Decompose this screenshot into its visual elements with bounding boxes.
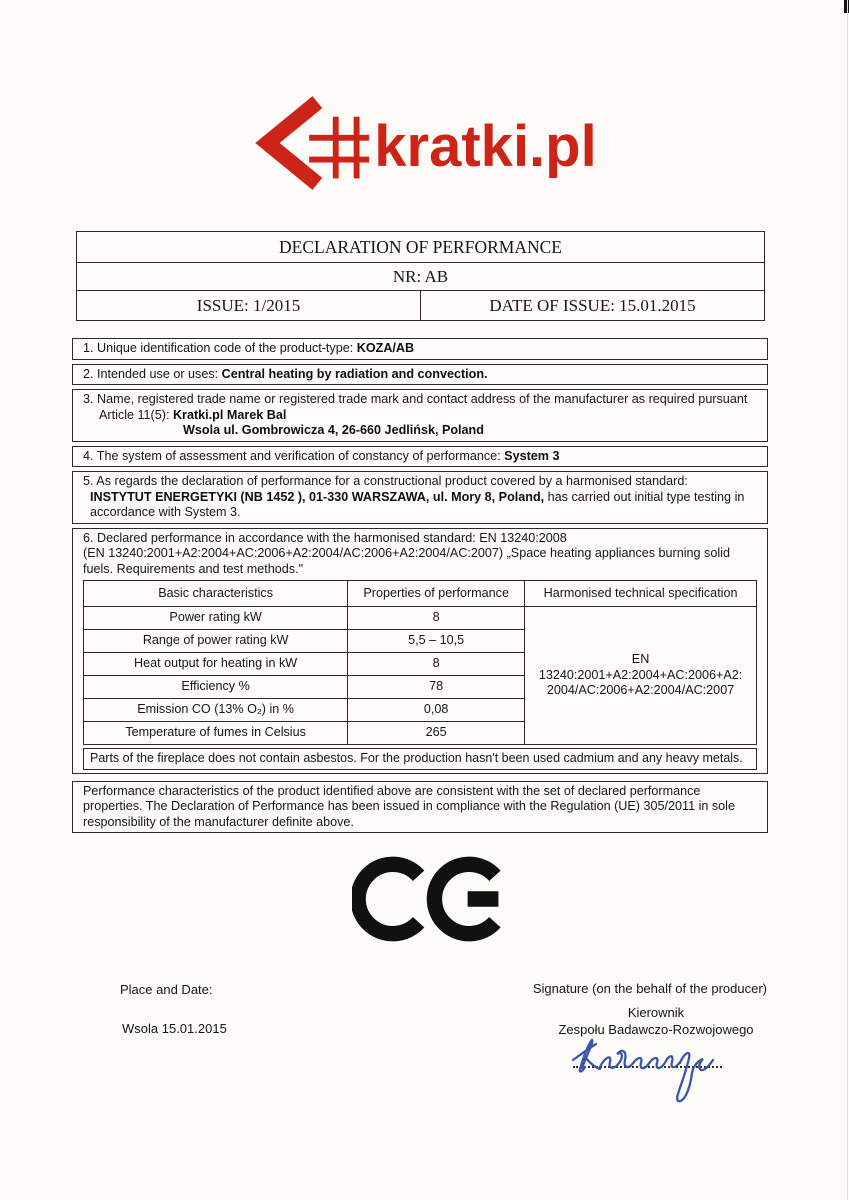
row-label: Range of power rating kW — [84, 630, 348, 653]
row-value: 78 — [348, 676, 525, 699]
row-value: 8 — [348, 607, 525, 630]
clause-1-value: KOZA/AB — [356, 341, 415, 355]
clause-5-line1: 5. As regards the declaration of performance for a constructional product covered by a harmonised standard: — [83, 474, 688, 488]
kratki-logo — [0, 96, 849, 190]
row-value: 265 — [348, 722, 525, 745]
clause-5-institute: INSTYTUT ENERGETYKI (NB 1452 ), 01-330 WARSZAWA, ul. Mory 8, Poland, — [90, 489, 545, 504]
header-harmonised-spec: Harmonised technical specification — [525, 581, 757, 607]
document-number: NR: AB — [77, 263, 765, 291]
clause-1-product-type — [72, 338, 768, 360]
clause-3-manufacturer-address: Wsola ul. Gombrowicza 4, 26-660 Jedlińsk, Poland — [183, 423, 484, 437]
row-label: Efficiency % — [84, 676, 348, 699]
clause-3-manufacturer-name: Kratki.pl Marek Bal — [172, 407, 287, 422]
clause-6-declared-performance — [72, 528, 768, 774]
place-and-date-label: Place and Date: — [120, 982, 213, 997]
clause-5-rest: has carried out initial type testing in accordance with System 3. — [90, 489, 745, 519]
ce-marking-icon — [352, 843, 510, 960]
clause-6-line1: 6. Declared performance in accordance with the harmonised standard: EN 13240:2008 — [83, 530, 567, 545]
row-label: Temperature of fumes in Celsius — [84, 722, 348, 745]
row-label: Power rating kW — [84, 607, 348, 630]
signer-role-line1: Kierownik — [627, 1005, 685, 1020]
row-value: 5,5 – 10,5 — [348, 630, 525, 653]
logo-wordmark: kratki.pl — [374, 113, 597, 179]
spec-line2: 2004/AC:2006+A2:2004/AC:2007 — [546, 683, 735, 698]
place-and-date-value: Wsola 15.01.2015 — [122, 1021, 227, 1036]
signature-label: Signature (on the behalf of the producer) — [532, 981, 767, 996]
clause-2-intended-use — [72, 364, 768, 386]
clause-3-line3 — [83, 423, 757, 439]
signer-role — [558, 1005, 754, 1038]
harmonised-spec-cell — [525, 607, 757, 745]
clause-5-body — [83, 490, 757, 521]
document-header-table — [76, 231, 765, 321]
asbestos-note: Parts of the fireplace does not contain asbestos. For the production hasn't been used cadmium and any heavy metals. — [83, 748, 757, 770]
declaration-statement: Performance characteristics of the product identified above are consistent with the set of declared performance properties. The Declaration of Performance has been issued in compliance with the Regulation (UE) 305/2011 in sole responsibility of the manufacturer definite above. — [72, 781, 768, 834]
clause-4-value: System 3 — [504, 448, 560, 463]
header-basic-characteristics: Basic characteristics — [84, 581, 348, 607]
performance-table-header-row — [84, 581, 757, 607]
clauses-list — [72, 338, 768, 837]
clause-3-line1: 3. Name, registered trade name or registered trade mark and contact address of the manufacturer as required pursuant — [83, 392, 748, 406]
header-properties: Properties of performance — [348, 581, 525, 607]
clause-6-line2: (EN 13240:2001+A2:2004+AC:2006+A2:2004/AC:2006+A2:2004/AC:2007) „Space heating appliances burning solid fuels. Requirements and test methods." — [83, 546, 730, 576]
clause-2-value: Central heating by radiation and convection. — [221, 366, 488, 381]
row-label: Heat output for heating in kW — [84, 653, 348, 676]
clause-1-text: 1. Unique identification code of the product-type: — [83, 341, 357, 355]
performance-table — [83, 580, 757, 745]
clause-2-text: 2. Intended use or uses: — [83, 366, 222, 381]
issue-cell: ISSUE: 1/2015 — [77, 291, 421, 321]
row-value: 0,08 — [348, 699, 525, 722]
clause-4-avcp-system — [72, 446, 768, 468]
date-of-issue-cell: DATE OF ISSUE: 15.01.2015 — [421, 291, 765, 321]
table-row — [84, 607, 757, 630]
kratki-chevron-grid-icon — [252, 96, 370, 190]
row-value: 8 — [348, 653, 525, 676]
clause-3-manufacturer — [72, 389, 768, 442]
document-title: DECLARATION OF PERFORMANCE — [77, 232, 765, 263]
clause-4-text: 4. The system of assessment and verification of constancy of performance: — [83, 448, 505, 463]
handwritten-signature — [570, 1036, 730, 1118]
clause-3-line2 — [83, 408, 757, 424]
clause-5-notified-body — [72, 471, 768, 524]
spec-line1: EN 13240:2001+A2:2004+AC:2006+A2: — [538, 652, 743, 682]
clause-3-article-label: Article 11(5): — [99, 407, 173, 422]
row-label: Emission CO (13% O₂) in % — [84, 699, 348, 722]
ce-marking-glyph — [352, 843, 510, 955]
signer-role-line2: Zespołu Badawczo-Rozwojowego — [558, 1021, 754, 1037]
